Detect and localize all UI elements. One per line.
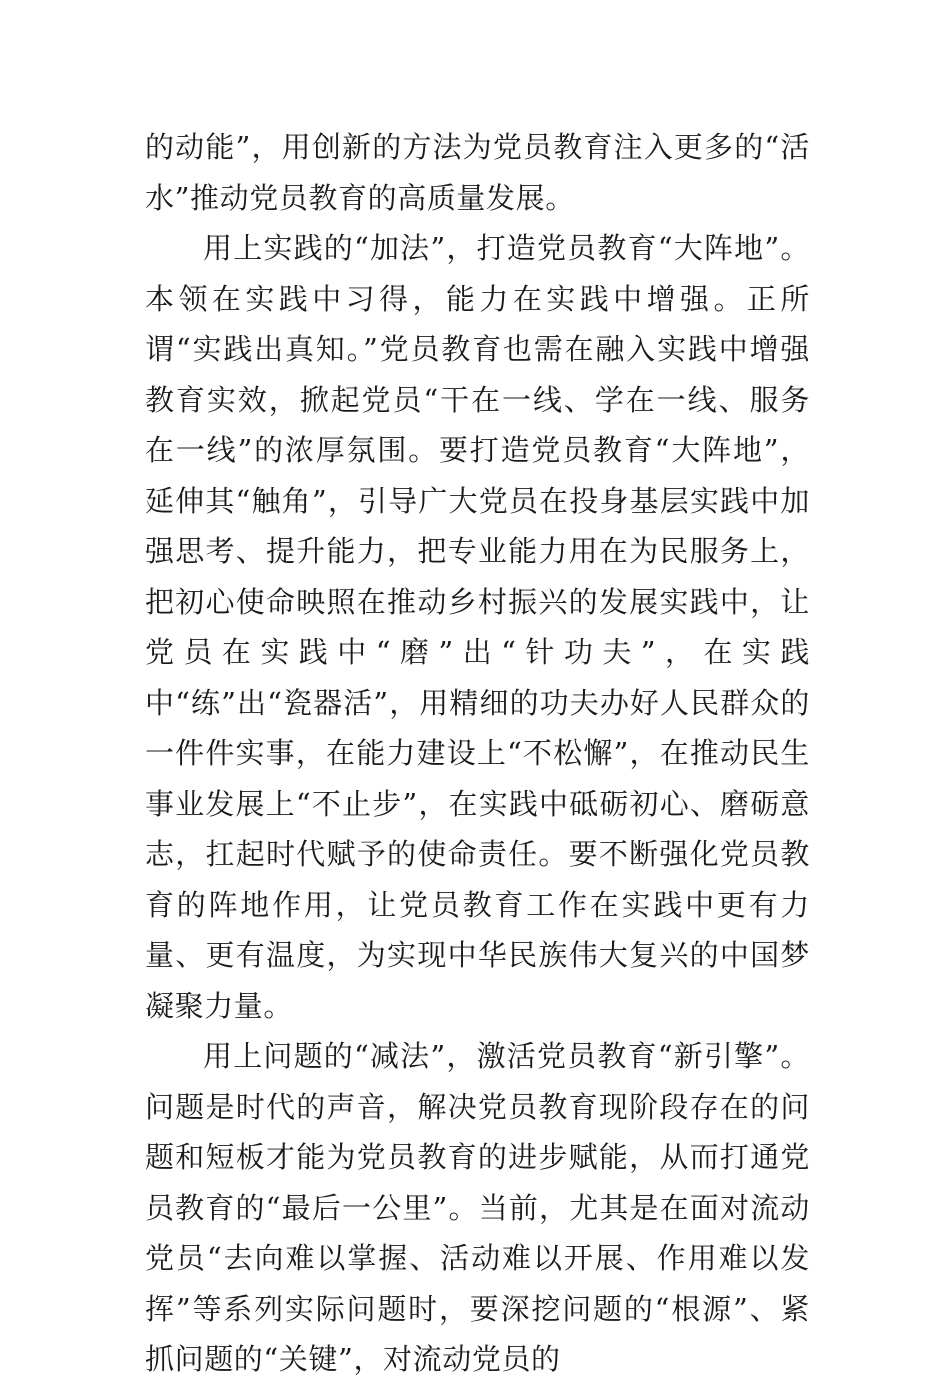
paragraph-3: 用上问题的“减法”，激活党员教育“新引擎”。问题是时代的声音，解决党员教育现阶段存在的问题和短板才能为党员教育的进步赋能，从而打通党员教育的“最后一公里”。当前，尤其是在面对流动党员“去向难以掌握、活动难以开展、作用难以发挥”等系列实际问题时，要深挖问题的“根源”、紧抓问题的“关键”，对流动党员的 (145, 1039, 810, 1376)
document-body (145, 122, 810, 1385)
paragraph-2: 用上实践的“加法”，打造党员教育“大阵地”。本领在实践中习得，能力在实践中增强。正所谓“实践出真知。”党员教育也需在融入实践中增强教育实效，掀起党员“干在一线、学在一线、服务在一线”的浓厚氛围。要打造党员教育“大阵地”，延伸其“触角”，引导广大党员在投身基层实践中加强思考、提升能力，把专业能力用在为民服务上，把初心使命映照在推动乡村振兴的发展实践中，让党员在实践中“磨”出“针功夫”，在实践中“练”出“瓷器活”，用精细的功夫办好人民群众的一件件实事，在能力建设上“不松懈”，在推动民生事业发展上“不止步”，在实践中砥砺初心、磨砺意志，扛起时代赋予的使命责任。要不断强化党员教育的阵地作用，让党员教育工作在实践中更有力量、更有温度，为实现中华民族伟大复兴的中国梦凝聚力量。 (145, 231, 810, 1023)
paragraph-1: 的动能”，用创新的方法为党员教育注入更多的“活水”推动党员教育的高质量发展。 (145, 130, 810, 215)
